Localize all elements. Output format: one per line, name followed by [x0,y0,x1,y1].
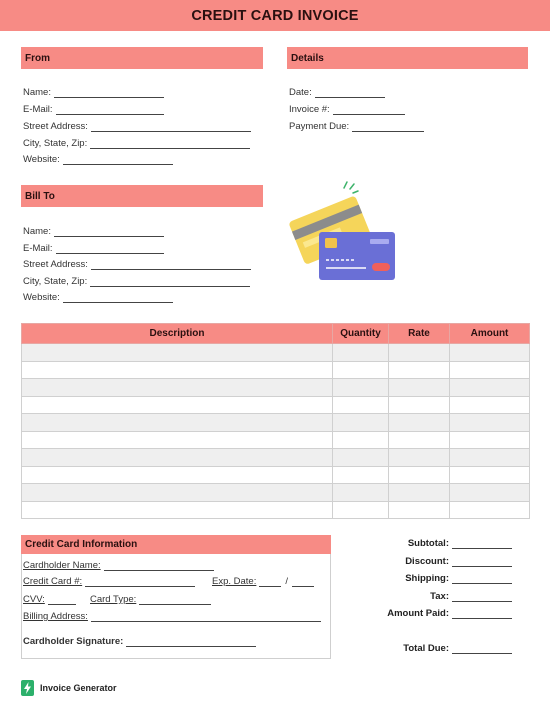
field-line[interactable] [91,260,251,270]
subtotal-field[interactable] [408,538,512,549]
card-number-field[interactable] [23,576,195,587]
field-label: E-Mail: [23,104,53,115]
bill-website-field[interactable] [23,292,173,303]
cell[interactable] [450,361,530,379]
title-bar [0,0,550,31]
table-header-row [22,324,530,344]
from-city-field[interactable] [23,138,250,149]
details-invoice-field[interactable] [289,104,405,115]
cc-info-heading [21,535,331,554]
total-due-field[interactable] [403,643,512,654]
field-line[interactable] [104,561,214,571]
field-label: Website: [23,292,60,303]
amount-paid-field[interactable] [387,608,512,619]
field-label: CVV: [23,594,45,605]
shipping-field[interactable] [405,573,512,584]
field-label: Street Address: [23,121,88,132]
details-heading [287,47,528,69]
field-label: Tax: [430,591,449,602]
cell[interactable] [389,501,450,519]
table-row [22,361,530,379]
details-date-field[interactable] [289,87,385,98]
field-label: Payment Due: [289,121,350,132]
field-label: Amount Paid: [387,608,449,619]
cell[interactable] [22,361,333,379]
field-label: Cardholder Name: [23,560,101,571]
cell[interactable] [333,484,389,502]
table-row [22,431,530,449]
field-label: Name: [23,87,51,98]
exp-separator: / [285,576,288,587]
cell[interactable] [333,431,389,449]
table-row [22,449,530,467]
from-name-field[interactable] [23,87,164,98]
cell[interactable] [333,414,389,432]
field-line[interactable] [90,139,250,149]
exp-year-line[interactable] [292,577,314,587]
table-row [22,414,530,432]
cell[interactable] [333,379,389,397]
field-line[interactable] [54,227,164,237]
cell[interactable] [450,501,530,519]
col-quantity-header: Quantity [333,324,389,344]
exp-month-line[interactable] [259,577,281,587]
field-line[interactable] [452,644,512,654]
table-row [22,396,530,414]
field-line[interactable] [333,105,405,115]
cell[interactable] [389,361,450,379]
cell[interactable] [22,379,333,397]
table-row [22,466,530,484]
page-title: CREDIT CARD INVOICE [191,7,359,24]
billing-address-field[interactable] [23,611,321,622]
field-label: Discount: [405,556,449,567]
col-amount-header: Amount [450,324,530,344]
field-line[interactable] [91,122,251,132]
cell[interactable] [22,449,333,467]
cell[interactable] [22,501,333,519]
cell[interactable] [333,361,389,379]
cell[interactable] [389,466,450,484]
card-type-field[interactable] [90,594,211,605]
field-line[interactable] [48,595,76,605]
invoice-generator-logo[interactable] [21,680,117,696]
field-label: Website: [23,154,60,165]
field-line[interactable] [452,557,512,567]
cell[interactable] [333,344,389,362]
table-row [22,501,530,519]
table-row [22,344,530,362]
cell[interactable] [333,466,389,484]
cell[interactable] [450,379,530,397]
cell[interactable] [389,396,450,414]
cardholder-name-field[interactable] [23,560,214,571]
card-front [319,232,395,280]
field-line[interactable] [85,577,195,587]
field-line[interactable] [54,88,164,98]
field-line[interactable] [63,293,173,303]
cell[interactable] [333,396,389,414]
cell[interactable] [22,484,333,502]
field-line[interactable] [56,105,164,115]
bill-city-field[interactable] [23,276,250,287]
field-label: Invoice #: [289,104,330,115]
from-email-field[interactable] [23,104,164,115]
from-street-field[interactable] [23,121,251,132]
cell[interactable] [450,414,530,432]
tax-field[interactable] [430,591,512,602]
cell[interactable] [389,449,450,467]
cell[interactable] [450,431,530,449]
cell[interactable] [22,414,333,432]
field-label: Exp. Date: [212,576,257,587]
field-line[interactable] [452,539,512,549]
col-rate-header: Rate [389,324,450,344]
exp-date-field[interactable] [212,576,314,587]
field-label: Shipping: [405,573,449,584]
field-label: Date: [289,87,312,98]
field-line[interactable] [352,122,424,132]
field-line[interactable] [139,595,211,605]
field-label: City, State, Zip: [23,276,88,287]
field-line[interactable] [452,609,512,619]
sparkle-icon [344,182,358,193]
field-line[interactable] [452,574,512,584]
cell[interactable] [450,449,530,467]
lightning-icon [21,680,34,696]
bill-street-field[interactable] [23,259,251,270]
field-label: E-Mail: [23,243,53,254]
cell[interactable] [22,396,333,414]
items-table [21,323,530,519]
field-line[interactable] [90,277,250,287]
cell[interactable] [389,484,450,502]
signature-field[interactable] [23,636,256,647]
table-row [22,484,530,502]
logo-text: Invoice Generator [40,683,117,693]
field-label: Credit Card #: [23,576,83,587]
cell[interactable] [389,379,450,397]
field-label: Card Type: [90,594,137,605]
cc-info-heading-label: Credit Card Information [25,539,138,550]
from-website-field[interactable] [23,154,173,165]
cell[interactable] [333,501,389,519]
from-heading-label: From [25,52,50,64]
cell[interactable] [450,484,530,502]
cell[interactable] [389,414,450,432]
bill-to-heading-label: Bill To [25,190,55,202]
discount-field[interactable] [405,556,512,567]
field-label: Subtotal: [407,538,449,549]
col-description-header: Description [22,324,333,344]
details-payment-due-field[interactable] [289,121,424,132]
bill-email-field[interactable] [23,243,164,254]
field-label: Total Due: [403,643,449,654]
table-row [22,379,530,397]
cell[interactable] [22,344,333,362]
field-label: Billing Address: [23,611,88,622]
field-line[interactable] [315,88,385,98]
cell[interactable] [389,431,450,449]
field-label: Name: [23,226,51,237]
field-line[interactable] [56,244,164,254]
cell[interactable] [450,466,530,484]
field-label: Cardholder Signature: [23,636,124,647]
field-line[interactable] [452,592,512,602]
cvv-field[interactable] [23,594,76,605]
cell[interactable] [22,466,333,484]
bill-to-heading [21,185,263,207]
cell[interactable] [333,449,389,467]
credit-card-icon [286,180,406,285]
field-line[interactable] [91,612,321,622]
cell[interactable] [22,431,333,449]
field-label: Street Address: [23,259,88,270]
bill-name-field[interactable] [23,226,164,237]
field-label: City, State, Zip: [23,138,88,149]
cell[interactable] [450,396,530,414]
cell[interactable] [450,344,530,362]
details-heading-label: Details [291,52,324,64]
signature-line[interactable] [126,637,256,647]
cell[interactable] [389,344,450,362]
field-line[interactable] [63,155,173,165]
from-heading [21,47,263,69]
